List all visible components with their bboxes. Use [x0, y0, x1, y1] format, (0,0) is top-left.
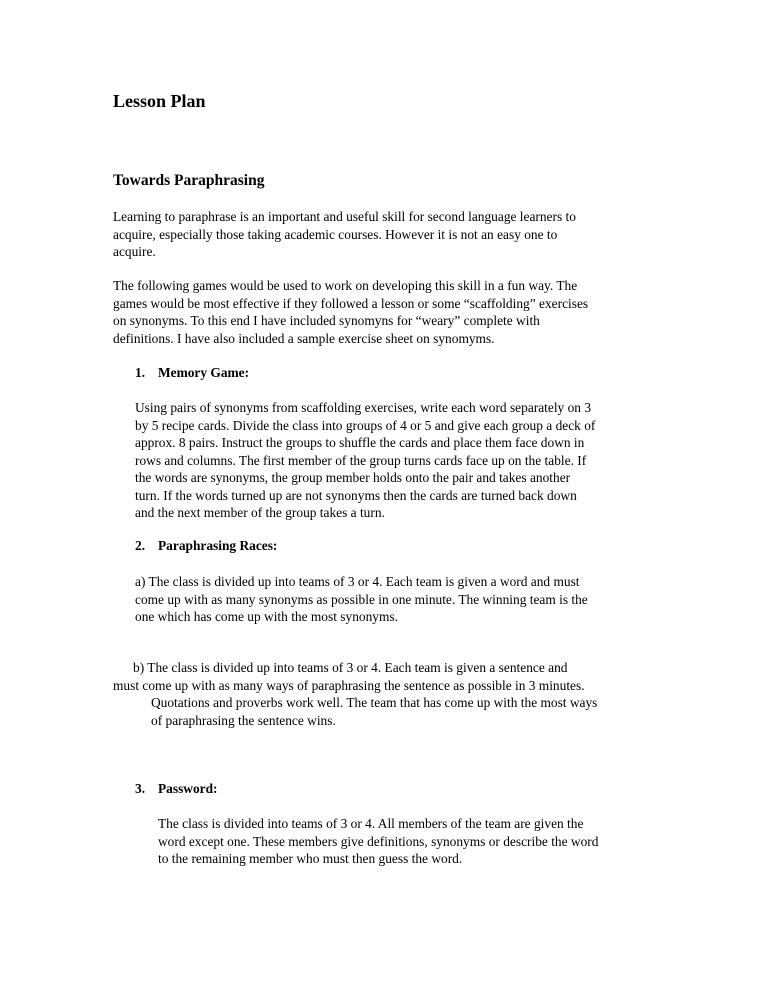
text-line: come up with as many synonyms as possible in one minute. The winning team is the — [135, 591, 588, 607]
text-line: one which has come up with the most synonyms. — [135, 609, 398, 624]
text-line: definitions. I have also included a sample exercise sheet on synomyms. — [113, 330, 495, 346]
text-line: The class is divided into teams of 3 or 4. All members of the team are given the — [158, 816, 584, 831]
item-heading-text: Memory Game: — [158, 365, 250, 380]
races-part-b-line2: must come up with as many ways of paraphrasing the sentence as possible in 3 minutes. — [113, 678, 585, 693]
item-heading-text: Password: — [158, 781, 218, 796]
text-line: Quotations and proverbs work well. The team that has come up with the most ways — [151, 695, 598, 710]
text-line: acquire. — [113, 244, 156, 259]
games-paragraph — [113, 277, 588, 347]
item-number: 2. — [135, 538, 146, 553]
item-number: 1. — [135, 365, 146, 380]
item-heading-paraphrasing-races — [135, 538, 277, 554]
text-line: games would be most effective if they followed a lesson or some “scaffolding” exercises — [113, 295, 589, 311]
races-part-b-line1: b) The class is divided up into teams of 3 or 4. Each team is given a sentence and — [133, 660, 568, 675]
page-title: Lesson Plan — [113, 91, 206, 111]
item-heading-password — [135, 781, 218, 797]
text-line: word except one. These members give definitions, synonyms or describe the word — [158, 833, 599, 849]
text-line: turn. If the words turned up are not synonyms then the cards are turned back down — [135, 487, 577, 503]
text-line: approx. 8 pairs. Instruct the groups to shuffle the cards and place them face down in — [135, 435, 585, 450]
races-part-a — [135, 573, 588, 626]
text-line: of paraphrasing the sentence wins. — [151, 712, 336, 728]
intro-paragraph — [113, 208, 576, 261]
races-part-b-rest — [151, 694, 597, 729]
text-line: the words are synonyms, the group member holds onto the pair and takes another — [135, 470, 571, 485]
text-line: acquire, especially those taking academic courses. However it is not an easy one to — [113, 226, 558, 242]
text-line: by 5 recipe cards. Divide the class into groups of 4 or 5 and give each group a deck of — [135, 417, 596, 433]
text-line: a) The class is divided up into teams of 3 or 4. Each team is given a word and must — [135, 574, 580, 589]
text-line: on synonyms. To this end I have included synomyns for “weary” complete with — [113, 313, 540, 328]
item-number: 3. — [135, 781, 146, 796]
item-heading-memory-game — [135, 365, 249, 381]
item-heading-text: Paraphrasing Races: — [158, 538, 278, 553]
memory-game-body — [135, 399, 595, 522]
section-title: Towards Paraphrasing — [113, 172, 265, 189]
text-line: Learning to paraphrase is an important and useful skill for second language learners to — [113, 209, 576, 224]
text-line: rows and columns. The first member of the group turns cards face up on the table. If — [135, 452, 587, 468]
text-line: Using pairs of synonyms from scaffolding exercises, write each word separately on 3 — [135, 400, 592, 415]
password-body — [158, 815, 598, 868]
text-line: The following games would be used to work on developing this skill in a fun way. The — [113, 278, 578, 293]
text-line: to the remaining member who must then guess the word. — [158, 851, 463, 866]
text-line: and the next member of the group takes a turn. — [135, 505, 385, 520]
